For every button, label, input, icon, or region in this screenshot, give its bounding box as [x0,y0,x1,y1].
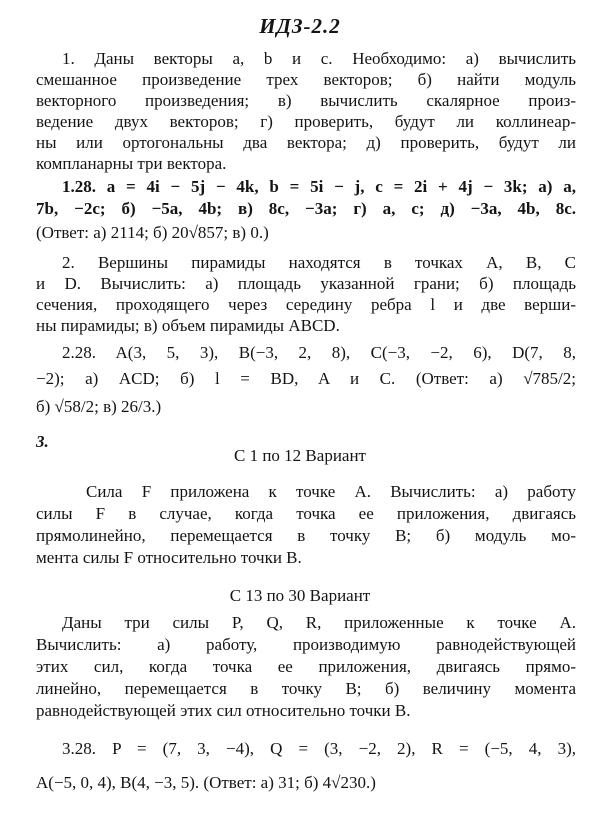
task1-line: компланарны три вектора. [36,154,227,173]
task2-variant-line: −2); а) ACD; б) l = BD, A и C. (Ответ: а) √785/2; [36,369,576,388]
task3-b-line: линейно, перемещается в точку B; б) величину момента [36,679,576,698]
task1-variant-line: 7b, −2c; б) −5a, 4b; в) 8c, −3a; г) a, c; д) −3a, 4b, 8c. [36,199,576,218]
task1-line: 1. Даны векторы a, b и c. Необходимо: а) вычислить [62,49,576,68]
task2-line: и D. Вычислить: а) площадь указанной грани; б) площадь [36,274,576,293]
task1-line: векторного произведения; в) вычислить скалярное произ- [36,91,576,110]
variant-heading: С 13 по 30 Вариант [229,586,371,605]
task3-b-line: этих сил, когда точка ее приложения, двигаясь прямо- [36,657,576,676]
task1-line: ны или ортогональны два вектора; д) проверить, будут ли [36,133,576,152]
task3-variant-line: A(−5, 0, 4), B(4, −3, 5). (Ответ: а) 31; б) 4√230.) [36,773,376,792]
task2-variant-line: 2.28. A(3, 5, 3), B(−3, 2, 8), C(−3, −2, 6), D(7, 8, [62,343,576,362]
task2-variant-line: б) √58/2; в) 26/3.) [36,397,162,416]
task2-line: ны пирамиды; в) объем пирамиды ABCD. [36,316,340,335]
task1-variant-line: 1.28. a = 4i − 5j − 4k, b = 5i − j, c = 2i + 4j − 3k; а) a, [62,177,576,196]
page-title: ИДЗ-2.2 [259,14,341,38]
task3-b-line: равнодействующей этих сил относительно точки B. [36,701,411,720]
task3-a-line: силы F в случае, когда точка ее приложения, двигаясь [36,504,576,523]
task2-line: сечения, проходящего через середину ребра l и две верши- [36,295,576,314]
task3-a-line: мента силы F относительно точки B. [36,548,302,567]
task3-a-line: Сила F приложена к точке A. Вычислить: а) работу [86,482,576,501]
task3-label: 3. [36,432,49,451]
task3-variant-line: 3.28. P = (7, 3, −4), Q = (3, −2, 2), R = (−5, 4, 3), [62,739,576,758]
task1-line: ведение двух векторов; г) проверить, будут ли коллинеар- [36,112,576,131]
task1-line: смешанное произведение трех векторов; б) найти модуль [36,70,576,89]
variant-heading: С 1 по 12 Вариант [234,446,366,465]
task3-a-line: прямолинейно, перемещается в точку B; б) модуль мо- [36,526,576,545]
task1-answer: (Ответ: а) 2114; б) 20√857; в) 0.) [36,223,269,242]
task3-b-line: Даны три силы P, Q, R, приложенные к точке A. [62,613,576,632]
task3-b-line: Вычислить: а) работу, производимую равнодействующей [36,635,576,654]
task2-line: 2. Вершины пирамиды находятся в точках A, B, C [62,253,576,272]
